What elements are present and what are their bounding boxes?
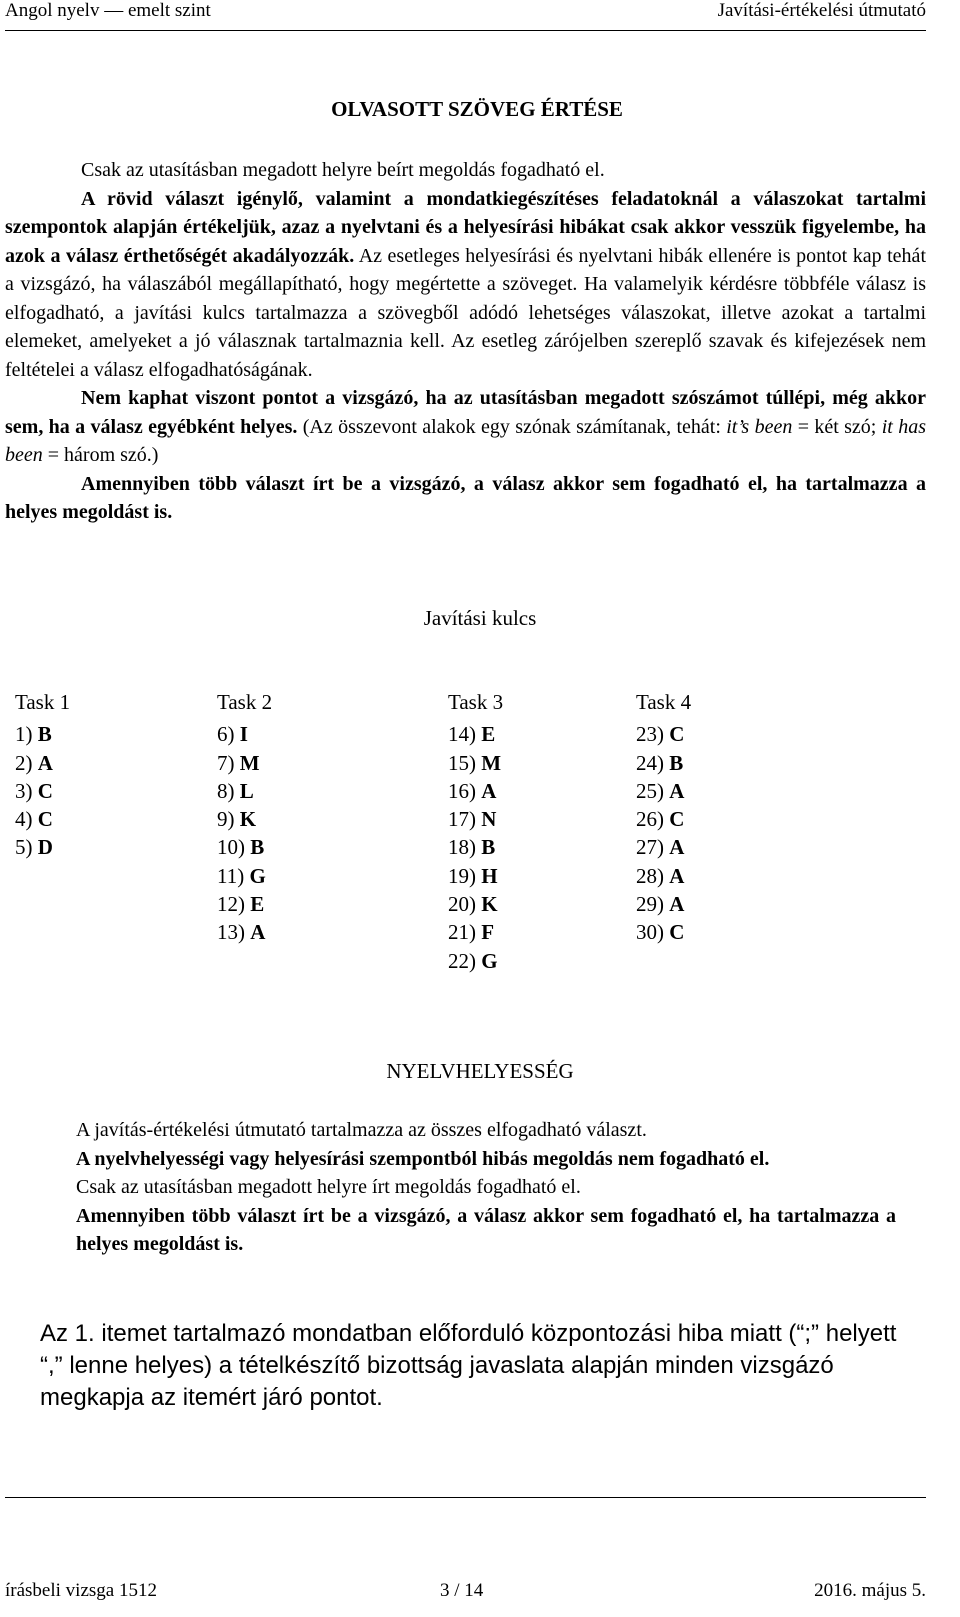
task-1-heading: Task 1	[15, 690, 71, 714]
grammar-line-4-bold: Amennyiben több választ írt be a vizsgázó, a válasz akkor sem fogadható el, ha tartalmazza a helyes megoldást is.	[76, 1204, 896, 1255]
header-right: Javítási-értékelési útmutató	[717, 0, 926, 21]
section-title-grammar: NYELVHELYESSÉG	[386, 1059, 574, 1083]
grammar-line-2	[76, 1145, 896, 1174]
list-item: 26) C	[636, 807, 685, 832]
footer-rule	[5, 1497, 926, 1498]
task-3-column	[448, 688, 503, 975]
list-item: 10) B	[217, 835, 265, 860]
section-title-reading: OLVASOTT SZÖVEG ÉRTÉSE	[331, 97, 623, 121]
header-rule	[5, 30, 926, 31]
list-item: 25) A	[636, 778, 685, 803]
list-item: 19) H	[448, 863, 498, 888]
list-item: 20) K	[448, 892, 498, 917]
grammar-line-4	[76, 1202, 896, 1259]
instruction-p1: Csak az utasításban megadott helyre beírt megoldás fogadható el.	[81, 159, 605, 181]
instruction-p3	[5, 384, 926, 470]
grammar-line-3: Csak az utasításban megadott helyre írt megoldás fogadható el.	[76, 1176, 581, 1198]
task-1-column	[15, 688, 70, 862]
list-item: 23) C	[636, 722, 685, 747]
task-4-column	[636, 688, 691, 947]
list-item: 29) A	[636, 892, 685, 917]
list-item: 7) M	[217, 750, 260, 775]
footer-left: írásbeli vizsga 1512	[5, 1580, 157, 1601]
list-item: 14) E	[448, 722, 496, 747]
header-left: Angol nyelv — emelt szint	[5, 0, 211, 21]
grammar-instructions	[76, 1116, 896, 1259]
instruction-p3-bold: Nem kaphat viszont pontot a vizsgázó, ha az utasításban megadott szószámot túllépi, még akkor sem, ha a válasz egyébként helyes.	[5, 387, 926, 438]
instruction-p3-example1: it’s been	[726, 415, 793, 438]
grammar-line-1: A javítás-értékelési útmutató tartalmazza az összes elfogadható választ.	[76, 1119, 647, 1141]
list-item: 9) K	[217, 807, 257, 832]
instruction-p2-rest: Az esetleges helyesírási és nyelvtani hibák ellenére is pontot kap tehát a vizsgázó, ha válaszából megállapítható, hogy megértette a szöveget. Ha valamelyik kérdésre többféle válasz is elfogadható, a javítási kulcs tartalmazza a szövegből adódó lehetséges válaszokat, illetve azokat a tartalmi elemeket, amelyeket a jó válasznak tartalmaznia kell. Az esetleg zárójelben szereplő szavak és kifejezések nem feltételei a válasz elfogadhatóságának.	[5, 244, 926, 381]
instruction-p4-bold: Amennyiben több választ írt be a vizsgázó, a válasz akkor sem fogadható el, ha tartalmazza a helyes megoldást is.	[5, 472, 926, 523]
instruction-p3-a: (Az összevont alakok egy szónak számítanak, tehát:	[297, 415, 727, 438]
reading-instructions	[5, 156, 926, 527]
grammar-line-2-bold: A nyelvhelyességi vagy helyesírási szempontból hibás megoldás nem fogadható el.	[76, 1147, 770, 1170]
list-item: 16) A	[448, 778, 497, 803]
list-item: 28) A	[636, 863, 685, 888]
task-4-heading: Task 4	[636, 690, 692, 714]
task-2-heading: Task 2	[217, 690, 273, 714]
list-item: 8) L	[217, 778, 254, 803]
list-item: 5) D	[15, 835, 53, 860]
list-item: 24) B	[636, 750, 684, 775]
page-number: 3 / 14	[440, 1580, 484, 1601]
list-item: 1) B	[15, 722, 52, 747]
task-3-heading: Task 3	[448, 690, 504, 714]
instruction-p4	[5, 470, 926, 527]
instruction-p3-example2: it has been	[5, 415, 926, 466]
list-item: 17) N	[448, 807, 497, 832]
list-item: 18) B	[448, 835, 496, 860]
answer-key-title: Javítási kulcs	[423, 606, 537, 630]
instruction-p2-bold: A rövid választ igénylő, valamint a mondatkiegészítéses feladatoknál a válaszokat tartalmi szempontok alapján értékeljük, azaz a nyelvtani és a helyesírási hibákat csak akkor vesszük figyelembe, ha azok a válasz érthetőségét akadályozzák.	[5, 187, 926, 267]
list-item: 2) A	[15, 750, 53, 775]
list-item: 27) A	[636, 835, 685, 860]
list-item: 3) C	[15, 778, 53, 803]
list-item: 15) M	[448, 750, 502, 775]
list-item: 22) G	[448, 948, 498, 973]
instruction-p3-c: = három szó.)	[42, 444, 159, 466]
list-item: 11) G	[217, 863, 266, 888]
footer-date: 2016. május 5.	[814, 1580, 926, 1601]
list-item: 4) C	[15, 807, 53, 832]
list-item: 6) I	[217, 722, 248, 747]
list-item: 30) C	[636, 920, 685, 945]
instruction-p2	[5, 185, 926, 385]
scoring-note: Az 1. itemet tartalmazó mondatban előforduló központozási hiba miatt (“;” helyett “,” lenne helyes) a tételkészítő bizottság javaslata alapján minden vizsgázó megkapja az itemért járó pontot.	[40, 1320, 897, 1411]
list-item: 13) A	[217, 920, 266, 945]
instruction-p3-b: = két szó;	[792, 415, 882, 438]
list-item: 12) E	[217, 892, 265, 917]
task-2-column	[217, 688, 272, 947]
list-item: 21) F	[448, 920, 495, 945]
